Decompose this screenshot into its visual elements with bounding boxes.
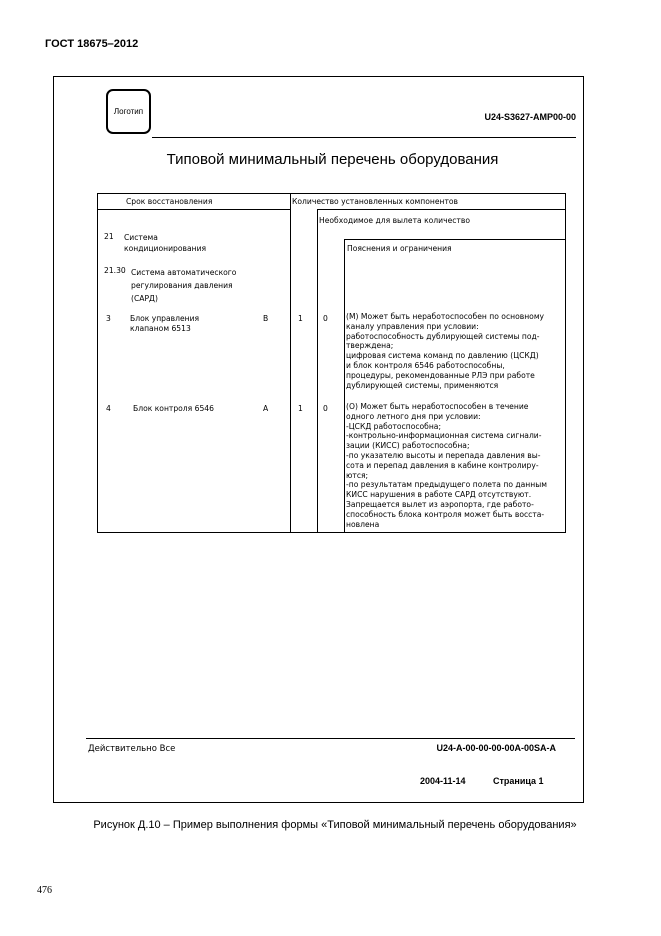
- row-notes: (М) Может быть неработоспособен по основному каналу управления при условии: работоспособность дублирующей системы под- тверждена; цифровая система команд по давлению (ЦСКД) и блок контроля 6546 работоспособны, процедуры, рекомендованные РЛЭ при работе дублирующей системы, применяются: [346, 312, 545, 390]
- footer-document-code: U24-A-00-00-00-00A-00SA-A: [436, 743, 556, 753]
- footer-page-label: Страница 1: [493, 776, 544, 786]
- row-name: Система автоматического регулирования давления (САРД): [131, 268, 237, 303]
- row-name: Система кондиционирования: [124, 233, 207, 253]
- logo-placeholder: [106, 89, 151, 134]
- grid-line: [344, 239, 345, 533]
- figure-caption: Рисунок Д.10 – Пример выполнения формы «Типовой минимальный перечень оборудования»: [93, 819, 577, 831]
- row-name: Блок контроля 6546: [133, 404, 214, 413]
- logo-label: Логотип: [113, 107, 144, 116]
- row-number: 21.30: [104, 266, 126, 275]
- form-title: Типовой минимальный перечень оборудования: [166, 151, 499, 168]
- header-installed-count: Количество установленных компонентов: [292, 197, 459, 206]
- grid-line: [317, 209, 566, 210]
- row-category: В: [263, 314, 269, 323]
- row-name: Блок управления клапаном 6513: [130, 314, 200, 333]
- mel-table: [97, 193, 566, 533]
- standard-header: ГОСТ 18675–2012: [45, 38, 139, 50]
- header-rule: [152, 137, 576, 138]
- row-notes: (О) Может быть неработоспособен в течение одного летного дня при условии: -ЦСКД работоспособна; -контрольно-информационная система сигнали- зации (КИСС) работоспособна; -по указателю высоты и перепада давления вы- сота и перепад давления в кабине контролиру- ются; -по результатам предыдущего полета по данным КИСС нарушения в работе САРД отсутствуют. Запрещается вылет из аэропорта, где работо- способность блока контроля может быть восста- новлена: [346, 402, 547, 529]
- row-number: 3: [106, 314, 111, 323]
- page-number: 476: [37, 885, 52, 896]
- row-required: 0: [323, 314, 328, 323]
- footer-rule: [86, 738, 575, 739]
- row-installed: 1: [298, 404, 303, 413]
- document-code: U24-S3627-AMP00-00: [484, 112, 576, 122]
- footer-date: 2004-11-14: [420, 776, 466, 786]
- header-notes: Пояснения и ограничения: [347, 244, 452, 253]
- row-category: А: [263, 404, 269, 413]
- validity-text: Действительно Все: [88, 744, 176, 754]
- header-required-count: Необходимое для вылета количество: [319, 216, 470, 225]
- grid-line: [98, 209, 290, 210]
- row-required: 0: [323, 404, 328, 413]
- grid-line: [317, 209, 318, 533]
- grid-line: [290, 194, 291, 533]
- row-number: 4: [106, 404, 111, 413]
- row-installed: 1: [298, 314, 303, 323]
- header-repair-time: Срок восстановления: [126, 197, 213, 206]
- grid-line: [344, 239, 566, 240]
- row-number: 21: [104, 232, 114, 241]
